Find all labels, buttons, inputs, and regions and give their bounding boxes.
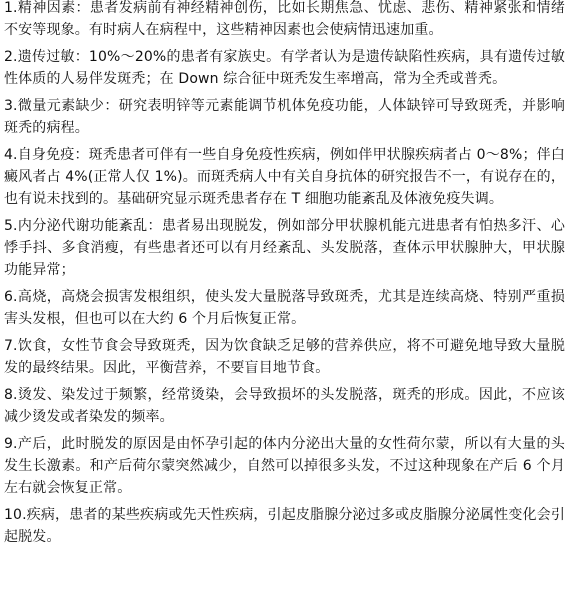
list-item-hereditary-allergy: 2.遗传过敏：10%～20%的患者有家族史。有学者认为是遗传缺陷性疾病，具有遗传过敏性体质的人易伴发斑秃；在 Down 综合征中斑秃发生率增高，常为全秃或普秃。 bbox=[4, 49, 565, 87]
list-item-endocrine-disorder: 5.内分泌代谢功能紊乱：患者易出现脱发，例如部分甲状腺机能亢进患者有怕热多汗、心悸手抖、多食消瘦，有些患者还可以有月经紊乱、头发脱落，查体示甲状腺肿大，甲状腺功能异常； bbox=[4, 218, 565, 278]
list-item-diet: 7.饮食，女性节食会导致斑秃，因为饮食缺乏足够的营养供应，将不可避免地导致大量脱发的最终结果。因此，平衡营养，不要盲目地节食。 bbox=[4, 338, 565, 376]
cause-list bbox=[4, 0, 565, 548]
list-item-postpartum: 9.产后，此时脱发的原因是由怀孕引起的体内分泌出大量的女性荷尔蒙，所以有大量的头发生长激素。和产后荷尔蒙突然减少，自然可以掉很多头发，不过这种现象在产后 6 个月左右就会恢复正常。 bbox=[4, 436, 565, 496]
list-item-disease: 10.疾病，患者的某些疾病或先天性疾病，引起皮脂腺分泌过多或皮脂腺分泌属性变化会引起脱发。 bbox=[4, 507, 565, 545]
list-item-trace-element-deficiency: 3.微量元素缺少：研究表明锌等元素能调节机体免疫功能，人体缺锌可导致斑秃，并影响斑秃的病程。 bbox=[4, 98, 565, 136]
list-item-autoimmunity: 4.自身免疫：斑秃患者可伴有一些自身免疫性疾病，例如伴甲状腺疾病者占 0～8%；伴白癜风者占 4%(正常人仅 1%)。而斑秃病人中有关自身抗体的研究报告不一，有说存在的，也有说未找到的。基础研究显示斑秃患者存在 T 细胞功能紊乱及体液免疫失调。 bbox=[4, 147, 565, 207]
list-item-psychological-factors: 1.精神因素：患者发病前有神经精神创伤，比如长期焦急、忧虑、悲伤、精神紧张和情绪不安等现象。有时病人在病程中，这些精神因素也会使病情迅速加重。 bbox=[4, 0, 565, 38]
list-item-high-fever: 6.高烧，高烧会损害发根组织，使头发大量脱落导致斑秃，尤其是连续高烧、特别严重损害头发根，但也可以在大约 6 个月后恢复正常。 bbox=[4, 289, 565, 327]
list-item-perm-dye: 8.烫发、染发过于频繁，经常烫染，会导致损坏的头发脱落，斑秃的形成。因此，不应该减少烫发或者染发的频率。 bbox=[4, 387, 565, 425]
